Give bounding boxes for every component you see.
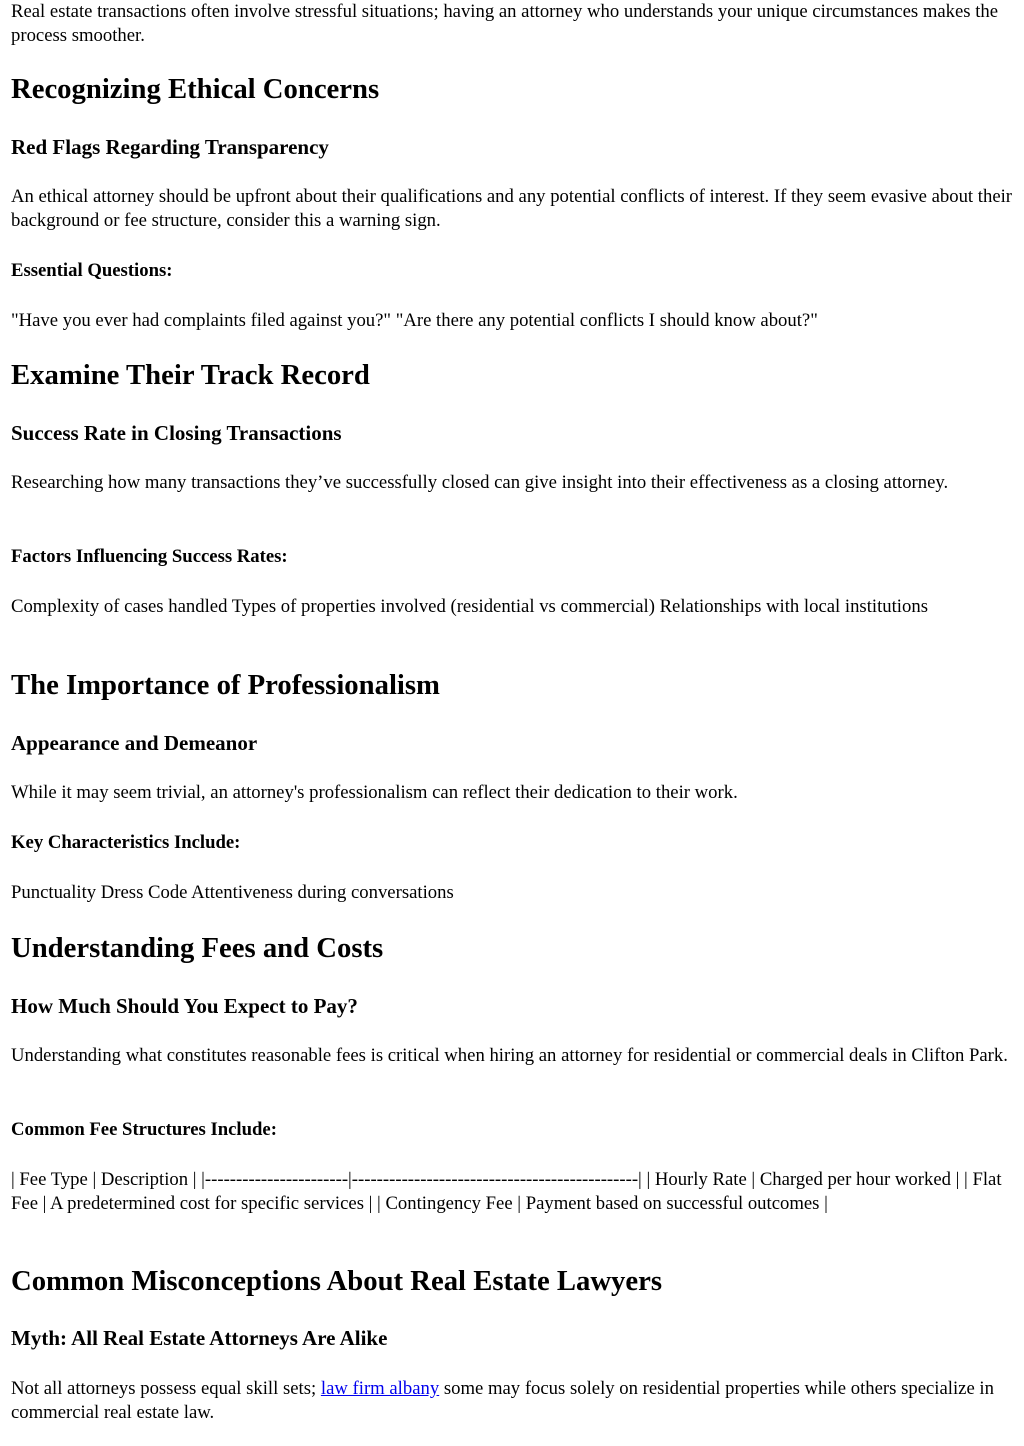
fee-structure-table-text: | Fee Type | Description | |-----------------------|----------------------------------------------| | Hourly Rate | Charged per hour worked | | Flat Fee | A predetermined cost for specific services | | Contingency Fee | Payment based on successful outcomes | [11, 1169, 1002, 1214]
paragraph-misconceptions-end: some may focus solely on residential properties while others specialize in commercial real estate law. [11, 1378, 994, 1423]
list-success-factors: Complexity of cases handled Types of properties involved (residential vs commercial) Relationships with local institutions [11, 596, 928, 617]
paragraph-misconceptions [11, 1377, 1015, 1424]
law-firm-albany-link[interactable]: law firm albany [320, 1378, 440, 1399]
subheading-transparency: Red Flags Regarding Transparency [11, 135, 329, 159]
section-heading-fees: Understanding Fees and Costs [11, 932, 384, 964]
subheading-success-rate: Success Rate in Closing Transactions [11, 421, 342, 445]
list-heading-essential-questions: Essential Questions: [11, 260, 173, 281]
paragraph-misconceptions-start: Not all attorneys possess equal skill sets; [11, 1378, 321, 1399]
section-heading-professionalism: The Importance of Professionalism [11, 669, 440, 701]
paragraph-professionalism: While it may seem trivial, an attorney's professionalism can reflect their dedication to their work. [11, 782, 738, 803]
list-key-characteristics: Punctuality Dress Code Attentiveness during conversations [11, 882, 454, 903]
subheading-appearance: Appearance and Demeanor [11, 731, 258, 755]
paragraph-ethics: An ethical attorney should be upfront about their qualifications and any potential conflicts of interest. If they seem evasive about their background or fee structure, consider this a warning sign. [11, 186, 1013, 231]
subheading-myth-alike: Myth: All Real Estate Attorneys Are Alike [11, 1326, 388, 1350]
list-heading-fee-structures: Common Fee Structures Include: [11, 1119, 277, 1140]
list-heading-key-characteristics: Key Characteristics Include: [11, 832, 241, 853]
list-heading-success-factors: Factors Influencing Success Rates: [11, 546, 288, 567]
intro-paragraph: Real estate transactions often involve stressful situations; having an attorney who understands your unique circumstances makes the process smoother. [11, 1, 999, 46]
paragraph-fees: Understanding what constitutes reasonable fees is critical when hiring an attorney for residential or commercial deals in Clifton Park. [11, 1045, 1008, 1066]
paragraph-track-record: Researching how many transactions they’ve successfully closed can give insight into their effectiveness as a closing attorney. [11, 472, 949, 493]
section-heading-misconceptions: Common Misconceptions About Real Estate Lawyers [11, 1265, 663, 1297]
section-heading-track-record: Examine Their Track Record [11, 359, 370, 391]
subheading-expected-pay: How Much Should You Expect to Pay? [11, 994, 358, 1018]
list-essential-questions: "Have you ever had complaints filed against you?" "Are there any potential conflicts I should know about?" [11, 310, 818, 331]
section-heading-ethics: Recognizing Ethical Concerns [11, 73, 380, 105]
